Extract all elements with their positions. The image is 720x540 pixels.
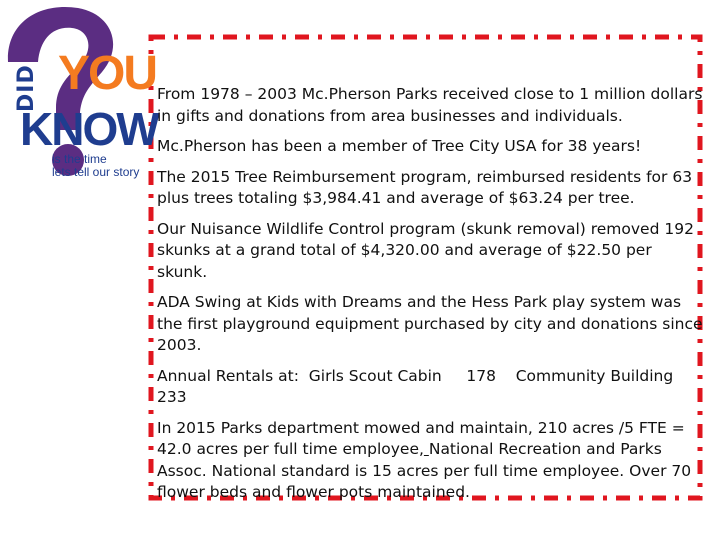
fact-annual-rentals (157, 366, 705, 409)
mowing-text: In 2015 Parks department mowed and maintain, 210 acres /5 FTE = 42.0 acres per full time employee, (157, 418, 685, 458)
rentals-community-count: 233 (157, 388, 187, 406)
fact-ada-swing: ADA Swing at Kids with Dreams and the Hess Park play system was the first playground equipment purchased by city and donations since 2003. (157, 293, 703, 354)
did-you-know-logo (0, 0, 158, 200)
logo-did-text: DID (14, 64, 39, 112)
fact-donations: From 1978 – 2003 Mc.Pherson Parks received close to 1 million dollars in gifts and donations from area businesses and individuals. (157, 85, 703, 125)
logo-tagline (52, 153, 139, 179)
fact-tree-city: Mc.Pherson has been a member of Tree City USA for 38 years! (157, 137, 642, 155)
logo-know-text: KNOW (20, 103, 158, 155)
logo-you-text: YOU (58, 47, 157, 100)
nrpa-standard-text: National Recreation and Parks Assoc. National standard is 15 acres per full time employee. Over 70 flower beds and flower pots maintained. (157, 440, 692, 501)
logo-tagline-line-2: lets tell our story (52, 165, 140, 179)
fact-tree-reimbursement: The 2015 Tree Reimbursement program, reimbursed residents for 63 plus trees totaling $3,984.41 and average of $63.24 per tree. (157, 167, 693, 207)
rentals-girls-scout-count: 178 (466, 366, 496, 385)
rentals-girls-scout: Girls Scout Cabin (308, 366, 442, 385)
fact-wildlife-control: Our Nuisance Wildlife Control program (skunk removal) removed 192 skunks at a grand total of $4,320.00 and average of $22.50 per skunk. (157, 219, 694, 281)
facts-list (157, 84, 705, 513)
logo-tagline-line-1: is the time (52, 152, 107, 166)
rentals-label: Annual Rentals at: (157, 366, 299, 385)
rentals-community-building: Community Building (515, 366, 674, 385)
fact-mowing (157, 418, 705, 504)
